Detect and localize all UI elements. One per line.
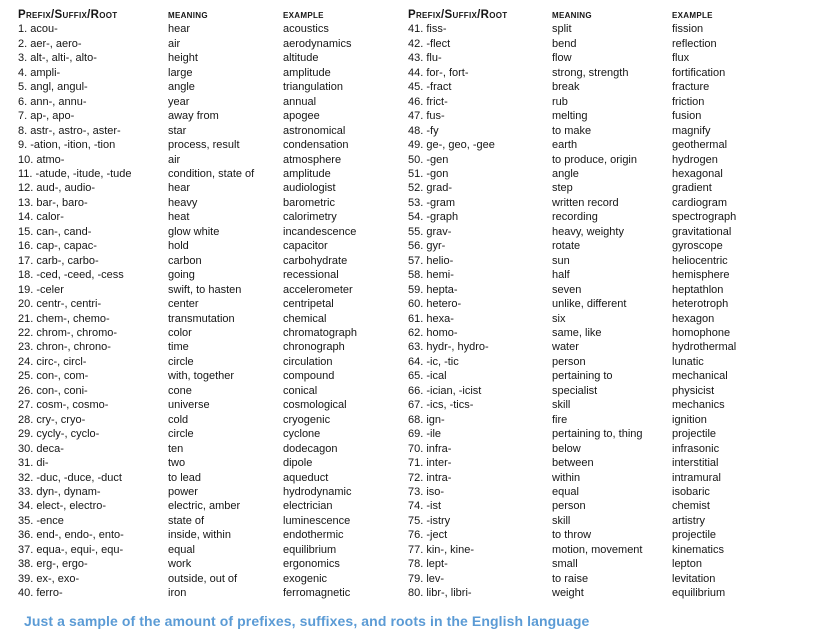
example-cell: heliocentric [672, 254, 728, 267]
example-cell: fracture [672, 81, 710, 94]
example-cell: capacitor [283, 240, 328, 253]
entry-cell: 12. aud-, audio- [18, 182, 96, 195]
example-cell: cardiogram [672, 196, 728, 209]
meaning-cell: iron [168, 587, 187, 600]
example-cell: heterotroph [672, 298, 729, 311]
meaning-cell: pertaining to [552, 370, 613, 383]
meaning-cell: strong, strength [552, 66, 629, 79]
meaning-cell: center [168, 298, 199, 311]
entry-cell: 40. ferro- [18, 587, 63, 600]
column-header: meaning [168, 9, 208, 21]
example-cell: reflection [672, 37, 717, 50]
meaning-cell: condition, state of [168, 167, 255, 180]
entry-cell: 1. acou- [18, 23, 58, 36]
example-cell: cyclone [283, 428, 321, 441]
entry-cell: 22. chrom-, chromo- [18, 326, 118, 339]
column-header: example [283, 9, 324, 21]
entry-cell: 75. -istry [408, 514, 451, 527]
entry-cell: 10. atmo- [18, 153, 65, 166]
meaning-cell: angle [168, 81, 195, 94]
entry-cell: 67. -ics, -tics- [408, 399, 474, 412]
example-cell: annual [283, 95, 317, 108]
example-cell: luminescence [283, 514, 351, 527]
example-cell: physicist [672, 384, 715, 397]
meaning-cell: rotate [552, 240, 581, 253]
meaning-cell: weight [552, 587, 584, 600]
meaning-cell: universe [168, 399, 210, 412]
entry-cell: 77. kin-, kine- [408, 543, 475, 556]
meaning-cell: carbon [168, 254, 202, 267]
example-cell: amplitude [283, 66, 331, 79]
meaning-cell: star [168, 124, 187, 137]
entry-cell: 44. for-, fort- [408, 66, 469, 79]
example-cell: accelerometer [283, 283, 353, 296]
example-cell: homophone [672, 326, 731, 339]
entry-cell: 34. elect-, electro- [18, 500, 107, 513]
example-cell: flux [672, 52, 690, 65]
meaning-cell: split [552, 23, 572, 36]
meaning-cell: specialist [552, 384, 598, 397]
entry-cell: 50. -gen [408, 153, 449, 166]
entry-cell: 46. frict- [408, 95, 448, 108]
meaning-cell: skill [552, 514, 571, 527]
meaning-cell: inside, within [168, 529, 231, 542]
entry-cell: 53. -gram [408, 196, 456, 209]
meaning-cell: swift, to hasten [168, 283, 242, 296]
meaning-cell: to lead [168, 471, 202, 484]
entry-cell: 61. hexa- [408, 312, 454, 325]
column-header: meaning [552, 9, 592, 21]
meaning-cell: to make [552, 124, 592, 137]
example-cell: geothermal [672, 139, 728, 152]
entry-cell: 55. grav- [408, 225, 452, 238]
example-cell: hemisphere [672, 269, 730, 282]
meaning-cell: earth [552, 139, 578, 152]
example-cell: friction [672, 95, 705, 108]
meaning-cell: hear [168, 182, 191, 195]
example-cell: interstitial [672, 457, 719, 470]
meaning-cell: cold [168, 413, 189, 426]
meaning-cell: color [168, 326, 192, 339]
example-cell: hydrogen [672, 153, 718, 166]
example-cell: compound [283, 370, 335, 383]
entry-cell: 49. ge-, geo, -gee [408, 139, 495, 152]
entry-cell: 70. infra- [408, 442, 452, 455]
meaning-cell: written record [552, 196, 619, 209]
caption: Just a sample of the amount of prefixes, suffixes, and roots in the English language [24, 612, 590, 629]
meaning-cell: circle [168, 355, 194, 368]
example-cell: intramural [672, 471, 721, 484]
entry-cell: 59. hepta- [408, 283, 458, 296]
meaning-cell: heavy, weighty [552, 225, 624, 238]
entry-cell: 54. -graph [408, 211, 459, 224]
example-cell: acoustics [283, 23, 329, 36]
meaning-cell: large [168, 66, 193, 79]
entry-cell: 33. dyn-, dynam- [18, 485, 101, 498]
meaning-cell: small [552, 558, 578, 571]
entry-cell: 20. centr-, centri- [18, 298, 102, 311]
entry-cell: 35. -ence [18, 514, 64, 527]
entry-cell: 24. circ-, circl- [18, 355, 87, 368]
entry-cell: 17. carb-, carbo- [18, 254, 99, 267]
meaning-cell: power [168, 485, 198, 498]
entry-cell: 26. con-, coni- [18, 384, 88, 397]
example-cell: aerodynamics [283, 37, 352, 50]
entry-cell: 42. -flect [408, 37, 451, 50]
example-cell: cryogenic [283, 413, 331, 426]
example-cell: fortification [672, 66, 726, 79]
example-cell: equilibrium [283, 543, 337, 556]
entry-cell: 16. cap-, capac- [18, 240, 97, 253]
meaning-cell: away from [168, 110, 219, 123]
example-cell: chemical [283, 312, 327, 325]
example-cell: ergonomics [283, 558, 340, 571]
entry-cell: 27. cosm-, cosmo- [18, 399, 109, 412]
example-cell: ferromagnetic [283, 587, 351, 600]
meaning-cell: rub [552, 95, 568, 108]
meaning-cell: circle [168, 428, 194, 441]
meaning-cell: going [168, 269, 195, 282]
example-cell: barometric [283, 196, 335, 209]
entry-cell: 36. end-, endo-, ento- [18, 529, 124, 542]
entry-cell: 65. -ical [408, 370, 447, 383]
example-cell: incandescence [283, 225, 357, 238]
example-cell: gravitational [672, 225, 732, 238]
example-cell: hexagon [672, 312, 715, 325]
example-cell: cosmological [283, 399, 347, 412]
example-cell: hydrodynamic [283, 485, 352, 498]
example-cell: lunatic [672, 355, 704, 368]
meaning-cell: below [552, 442, 581, 455]
example-cell: mechanical [672, 370, 728, 383]
entry-cell: 11. -atude, -itude, -tude [18, 167, 132, 180]
meaning-cell: to raise [552, 572, 589, 585]
meaning-cell: to throw [552, 529, 592, 542]
entry-cell: 41. fiss- [408, 23, 447, 36]
meaning-cell: equal [552, 485, 579, 498]
meaning-cell: electric, amber [168, 500, 241, 513]
column-header: Prefix/Suffix/Root [408, 9, 508, 21]
entry-cell: 9. -ation, -ition, -tion [18, 139, 116, 152]
entry-cell: 6. ann-, annu- [18, 95, 87, 108]
entry-cell: 23. chron-, chrono- [18, 341, 111, 354]
entry-cell: 19. -celer [18, 283, 64, 296]
example-cell: centripetal [283, 298, 334, 311]
example-cell: astronomical [283, 124, 346, 137]
meaning-cell: skill [552, 399, 571, 412]
example-cell: spectrograph [672, 211, 737, 224]
meaning-cell: recording [552, 211, 598, 224]
meaning-cell: cone [168, 384, 192, 397]
example-cell: ignition [672, 413, 707, 426]
meaning-cell: hear [168, 23, 191, 36]
example-cell: triangulation [283, 81, 343, 94]
example-cell: isobaric [672, 485, 710, 498]
example-cell: endothermic [283, 529, 344, 542]
entry-cell: 8. astr-, astro-, aster- [18, 124, 121, 137]
example-cell: audiologist [283, 182, 336, 195]
example-cell: carbohydrate [283, 254, 348, 267]
example-cell: magnify [672, 124, 711, 137]
entry-cell: 78. lept- [408, 558, 448, 571]
entry-cell: 68. ign- [408, 413, 445, 426]
meaning-cell: air [168, 153, 181, 166]
entry-cell: 18. -ced, -ceed, -cess [18, 269, 124, 282]
example-cell: fusion [672, 110, 702, 123]
meaning-cell: flow [552, 52, 572, 65]
entry-cell: 25. con-, com- [18, 370, 89, 383]
example-cell: equilibrium [672, 587, 726, 600]
meaning-cell: heavy [168, 196, 198, 209]
entry-cell: 52. grad- [408, 182, 453, 195]
example-cell: fission [672, 23, 704, 36]
meaning-cell: outside, out of [168, 572, 238, 585]
entry-cell: 63. hydr-, hydro- [408, 341, 489, 354]
example-cell: atmosphere [283, 153, 342, 166]
example-cell: hexagonal [672, 167, 723, 180]
example-cell: gradient [672, 182, 712, 195]
entry-cell: 57. helio- [408, 254, 454, 267]
entry-cell: 66. -ician, -icist [408, 384, 482, 397]
meaning-cell: bend [552, 37, 577, 50]
meaning-cell: melting [552, 110, 588, 123]
meaning-cell: height [168, 52, 198, 65]
example-cell: hydrothermal [672, 341, 737, 354]
entry-cell: 15. can-, cand- [18, 225, 92, 238]
entry-cell: 28. cry-, cryo- [18, 413, 86, 426]
meaning-cell: air [168, 37, 181, 50]
meaning-cell: sun [552, 254, 570, 267]
example-cell: kinematics [672, 543, 724, 556]
entry-cell: 51. -gon [408, 167, 449, 180]
meaning-cell: time [168, 341, 189, 354]
example-cell: aqueduct [283, 471, 329, 484]
example-cell: condensation [283, 139, 349, 152]
meaning-cell: two [168, 457, 186, 470]
entry-cell: 21. chem-, chemo- [18, 312, 110, 325]
example-cell: apogee [283, 110, 320, 123]
meaning-cell: glow white [168, 225, 220, 238]
entry-cell: 69. -ile [408, 428, 442, 441]
entry-cell: 62. homo- [408, 326, 458, 339]
entry-cell: 60. hetero- [408, 298, 462, 311]
entry-cell: 4. ampli- [18, 66, 61, 79]
entry-cell: 3. alt-, alti-, alto- [18, 52, 97, 65]
example-cell: gyroscope [672, 240, 723, 253]
entry-cell: 56. gyr- [408, 240, 446, 253]
example-cell: electrician [283, 500, 333, 513]
entry-cell: 5. angl, angul- [18, 81, 88, 94]
example-cell: dodecagon [283, 442, 338, 455]
entry-cell: 74. -ist [408, 500, 442, 513]
meaning-cell: step [552, 182, 573, 195]
meaning-cell: with, together [168, 370, 235, 383]
meaning-cell: seven [552, 283, 582, 296]
entry-cell: 14. calor- [18, 211, 64, 224]
meaning-cell: person [552, 355, 586, 368]
entry-cell: 71. inter- [408, 457, 452, 470]
example-cell: chromatograph [283, 326, 357, 339]
entry-cell: 64. -ic, -tic [408, 355, 459, 368]
meaning-cell: water [552, 341, 579, 354]
entry-cell: 58. hemi- [408, 269, 454, 282]
meaning-cell: fire [552, 413, 568, 426]
meaning-cell: angle [552, 167, 579, 180]
meaning-cell: half [552, 269, 570, 282]
example-cell: heptathlon [672, 283, 724, 296]
example-cell: levitation [672, 572, 716, 585]
meaning-cell: work [168, 558, 192, 571]
entry-cell: 7. ap-, apo- [18, 110, 75, 123]
example-cell: chemist [672, 500, 710, 513]
entry-cell: 31. di- [18, 457, 49, 470]
example-cell: conical [283, 384, 318, 397]
example-cell: projectile [672, 428, 717, 441]
entry-cell: 76. -ject [408, 529, 448, 542]
column-header: Prefix/Suffix/Root [18, 9, 118, 21]
example-cell: projectile [672, 529, 717, 542]
meaning-cell: transmutation [168, 312, 235, 325]
entry-cell: 29. cycly-, cyclo- [18, 428, 100, 441]
example-cell: circulation [283, 355, 333, 368]
meaning-cell: pertaining to, thing [552, 428, 643, 441]
meaning-cell: state of [168, 514, 205, 527]
entry-cell: 32. -duc, -duce, -duct [18, 471, 122, 484]
column-header: example [672, 9, 713, 21]
meaning-cell: between [552, 457, 594, 470]
meaning-cell: process, result [168, 139, 240, 152]
example-cell: artistry [672, 514, 705, 527]
example-cell: infrasonic [672, 442, 720, 455]
entry-cell: 37. equa-, equi-, equ- [18, 543, 124, 556]
example-cell: mechanics [672, 399, 725, 412]
meaning-cell: motion, movement [552, 543, 643, 556]
example-cell: chronograph [283, 341, 345, 354]
meaning-cell: unlike, different [552, 298, 627, 311]
meaning-cell: break [552, 81, 580, 94]
entry-cell: 2. aer-, aero- [18, 37, 82, 50]
meaning-cell: heat [168, 211, 190, 224]
entry-cell: 80. libr-, libri- [408, 587, 472, 600]
meaning-cell: equal [168, 543, 195, 556]
meaning-cell: hold [168, 240, 189, 253]
entry-cell: 47. fus- [408, 110, 445, 123]
entry-cell: 13. bar-, baro- [18, 196, 88, 209]
example-cell: calorimetry [283, 211, 337, 224]
example-cell: recessional [283, 269, 339, 282]
entry-cell: 79. lev- [408, 572, 445, 585]
entry-cell: 39. ex-, exo- [18, 572, 80, 585]
entry-cell: 48. -fy [408, 124, 439, 137]
entry-cell: 38. erg-, ergo- [18, 558, 88, 571]
meaning-cell: within [552, 471, 581, 484]
entry-cell: 45. -fract [408, 81, 452, 94]
meaning-cell: same, like [552, 326, 602, 339]
meaning-cell: person [552, 500, 586, 513]
example-cell: amplitude [283, 167, 331, 180]
entry-cell: 73. iso- [408, 485, 445, 498]
meaning-cell: to produce, origin [552, 153, 637, 166]
entry-cell: 43. flu- [408, 52, 442, 65]
example-cell: lepton [672, 558, 702, 571]
entry-cell: 72. intra- [408, 471, 452, 484]
example-cell: dipole [283, 457, 313, 470]
entry-cell: 30. deca- [18, 442, 64, 455]
example-cell: altitude [283, 52, 319, 65]
meaning-cell: ten [168, 442, 184, 455]
example-cell: exogenic [283, 572, 328, 585]
meaning-cell: year [168, 95, 190, 108]
meaning-cell: six [552, 312, 566, 325]
